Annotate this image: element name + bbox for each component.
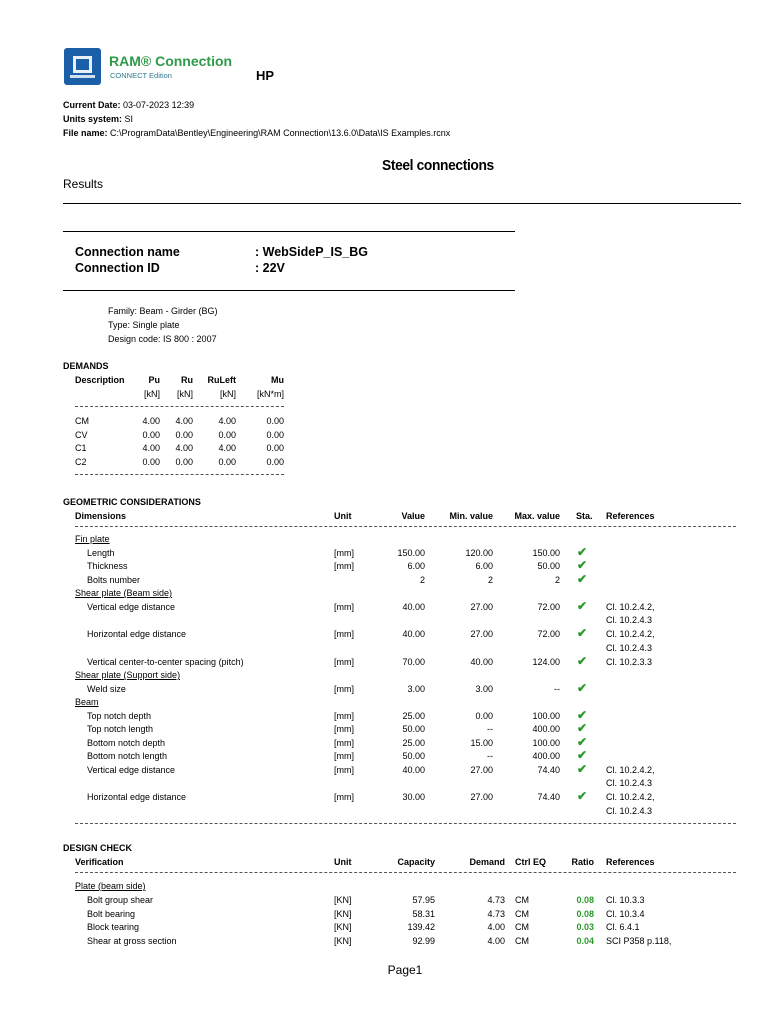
logo-subtitle: CONNECT Edition (110, 71, 172, 80)
geometric-row-label: Weld size (87, 683, 126, 694)
design-code-line: Design code: IS 800 : 2007 (108, 334, 217, 344)
design-cell: [KN] (334, 922, 352, 933)
design-cell: 57.95 (412, 895, 435, 905)
ram-connection-logo-icon (64, 48, 101, 85)
geometric-row-label: Vertical edge distance (87, 601, 176, 612)
geometric-row-label: Length (87, 547, 115, 558)
check-icon: ✔ (577, 626, 588, 640)
geometric-min: 40.00 (470, 656, 493, 667)
demands-cell: 0.00 (266, 443, 284, 453)
demands-header-mu: Mu (271, 375, 284, 385)
demands-header-description: Description (75, 375, 125, 385)
geometric-row-label: Vertical edge distance (87, 764, 176, 775)
geometric-value: 2 (419, 574, 425, 585)
divider (63, 203, 741, 204)
geometric-header: Sta. (576, 511, 593, 521)
geometric-value: 3.00 (407, 683, 425, 694)
geometric-unit: [mm] (334, 792, 354, 802)
geometric-unit: [mm] (334, 601, 354, 612)
geometric-row-label: Horizontal edge distance (87, 792, 187, 802)
demands-cell: C2 (75, 456, 87, 467)
design-header: Ratio (571, 857, 594, 867)
geometric-header: Min. value (449, 511, 493, 521)
check-icon: ✔ (577, 653, 588, 668)
geometric-group-label: Beam (75, 697, 99, 707)
geometric-min: 27.00 (470, 792, 493, 802)
geometric-row-label: Horizontal edge distance (87, 629, 187, 639)
geometric-reference: Cl. 10.2.4.2, (606, 601, 655, 612)
geometric-reference: Cl. 10.2.4.2, (606, 629, 655, 639)
demands-cell: 0.00 (266, 456, 284, 467)
design-cell: 58.31 (412, 908, 435, 919)
geometric-max: 124.00 (532, 656, 560, 667)
demands-unit: [kN] (219, 389, 236, 399)
design-cell: CM (515, 922, 529, 933)
design-cell: 92.99 (412, 936, 435, 947)
geometric-min: 27.00 (470, 601, 493, 612)
geometric-min: 120.00 (465, 547, 493, 558)
divider (63, 231, 515, 232)
design-cell: Cl. 10.3.4 (606, 908, 645, 919)
design-cell: Cl. 6.4.1 (606, 922, 640, 933)
page-title: Steel connections (382, 157, 494, 174)
geometric-unit: [mm] (334, 724, 354, 734)
geometric-value: 40.00 (402, 601, 425, 612)
check-icon: ✔ (577, 789, 588, 803)
geometric-max: 72.00 (537, 629, 560, 639)
geometric-value: 25.00 (402, 737, 425, 748)
check-icon: ✔ (577, 734, 588, 749)
connection-name-value: : WebSideP_IS_BG (255, 245, 368, 259)
design-header: Unit (334, 857, 352, 867)
check-icon: ✔ (577, 558, 588, 572)
geometric-value: 6.00 (407, 561, 425, 571)
design-header: Capacity (397, 857, 435, 867)
demands-header-ru: Ru (181, 375, 193, 385)
geometric-min: 6.00 (475, 561, 493, 571)
geometric-header: Max. value (514, 511, 560, 521)
geometric-reference: Cl. 10.2.4.3 (606, 615, 653, 625)
demands-cell: CM (75, 416, 89, 426)
design-header: Ctrl EQ (515, 857, 547, 867)
design-cell: Cl. 10.3.3 (606, 895, 645, 905)
geometric-max: 74.40 (537, 792, 560, 802)
geometric-max: 2 (554, 574, 560, 585)
geometric-max: 74.40 (537, 764, 560, 775)
divider (75, 406, 284, 407)
demands-header-pu: Pu (148, 375, 160, 385)
design-ratio: 0.08 (576, 908, 594, 919)
connection-id-label: Connection ID (75, 261, 160, 275)
design-cell: [KN] (334, 908, 352, 919)
geometric-min: -- (487, 724, 493, 734)
check-icon: ✔ (577, 598, 588, 613)
demands-cell: 0.00 (175, 429, 193, 440)
geometric-reference: Cl. 10.2.4.3 (606, 778, 653, 788)
geometric-value: 25.00 (402, 710, 425, 721)
design-ratio: 0.04 (576, 936, 594, 947)
geometric-unit: [mm] (334, 710, 354, 721)
design-ratio: 0.08 (576, 895, 594, 905)
geometric-min: 27.00 (470, 629, 493, 639)
demands-header-ruleft: RuLeft (207, 375, 236, 385)
geometric-row-label: Top notch length (87, 724, 154, 734)
geometric-reference: Cl. 10.2.4.3 (606, 805, 653, 816)
geometric-value: 40.00 (402, 629, 425, 639)
check-icon: ✔ (577, 721, 588, 735)
design-cell: 4.00 (487, 922, 505, 933)
geometric-reference: Cl. 10.2.4.2, (606, 792, 655, 802)
geometric-min: 15.00 (470, 737, 493, 748)
design-cell: Shear at gross section (87, 936, 177, 947)
geometric-max: 400.00 (532, 724, 560, 734)
geometric-value: 150.00 (397, 547, 425, 558)
demands-unit: [kN*m] (257, 389, 284, 399)
check-icon: ✔ (577, 680, 588, 695)
check-icon: ✔ (577, 544, 588, 559)
demands-cell: C1 (75, 443, 87, 453)
geometric-unit: [mm] (334, 561, 354, 571)
geometric-min: 27.00 (470, 764, 493, 775)
demands-cell: 0.00 (142, 429, 160, 440)
geometric-max: 150.00 (532, 547, 560, 558)
geometric-min: 2 (487, 574, 493, 585)
geometric-min: 0.00 (475, 710, 493, 721)
check-icon: ✔ (577, 707, 588, 722)
geometric-header: Dimensions (75, 511, 127, 521)
geometric-group-label: Shear plate (Beam side) (75, 588, 173, 598)
geometric-reference: Cl. 10.2.4.3 (606, 642, 653, 653)
geometric-min: 3.00 (475, 683, 493, 694)
design-check-title: DESIGN CHECK (63, 843, 133, 853)
demands-cell: CV (75, 429, 88, 440)
check-icon: ✔ (577, 571, 588, 586)
design-cell: 139.42 (407, 922, 435, 933)
demands-cell: 4.00 (218, 443, 236, 453)
geometric-row-label: Top notch depth (87, 710, 152, 721)
geometric-header: References (606, 511, 655, 521)
demands-cell: 0.00 (142, 456, 160, 467)
demands-cell: 4.00 (175, 443, 193, 453)
hp-label: HP (256, 68, 275, 83)
geometric-unit: [mm] (334, 751, 354, 761)
demands-cell: 4.00 (142, 443, 160, 453)
meta-file-name: File name: C:\ProgramData\Bentley\Engineering\RAM Connection\13.6.0\Data\IS Examples.rcnx (63, 128, 451, 138)
demands-cell: 0.00 (175, 456, 193, 467)
design-cell: CM (515, 936, 529, 947)
geometric-unit: [mm] (334, 547, 354, 558)
geometric-value: 70.00 (402, 656, 425, 667)
connection-name-label: Connection name (75, 245, 180, 259)
geometric-header: Unit (334, 511, 352, 521)
geometric-max: 72.00 (537, 601, 560, 612)
geometric-unit: [mm] (334, 629, 354, 639)
geometric-row-label: Vertical center-to-center spacing (pitch) (87, 656, 244, 667)
demands-unit: [kN] (143, 389, 160, 399)
results-heading: Results (63, 177, 104, 191)
design-header: Demand (469, 857, 505, 867)
geometric-row-label: Bolts number (87, 574, 141, 585)
design-cell: 4.73 (487, 895, 505, 905)
design-cell: [KN] (334, 895, 352, 905)
divider (63, 290, 515, 291)
geometric-value: 30.00 (402, 792, 425, 802)
design-cell: CM (515, 895, 529, 905)
demands-title: DEMANDS (63, 361, 109, 371)
divider (75, 474, 284, 475)
geometric-unit: [mm] (334, 764, 354, 775)
design-cell: CM (515, 908, 529, 919)
geometric-row-label: Bottom notch depth (87, 737, 166, 748)
geometric-title: GEOMETRIC CONSIDERATIONS (63, 497, 201, 507)
geometric-reference: Cl. 10.2.3.3 (606, 656, 653, 667)
geometric-row-label: Bottom notch length (87, 751, 168, 761)
geometric-min: -- (487, 751, 493, 761)
demands-cell: 4.00 (142, 416, 160, 426)
geometric-max: -- (554, 683, 560, 694)
divider (75, 872, 736, 873)
geometric-value: 40.00 (402, 764, 425, 775)
geometric-max: 400.00 (532, 751, 560, 761)
demands-unit: [kN] (176, 389, 193, 399)
design-cell: Bolt group shear (87, 895, 154, 905)
design-ratio: 0.03 (576, 922, 594, 933)
geometric-max: 50.00 (537, 561, 560, 571)
divider (75, 823, 736, 824)
geometric-group-label: Shear plate (Support side) (75, 670, 181, 680)
demands-cell: 4.00 (218, 416, 236, 426)
geometric-unit: [mm] (334, 683, 354, 694)
design-group-label: Plate (beam side) (75, 881, 146, 891)
divider (75, 526, 736, 527)
design-cell: 4.00 (487, 936, 505, 947)
demands-cell: 0.00 (266, 416, 284, 426)
check-icon: ✔ (577, 761, 588, 776)
geometric-reference: Cl. 10.2.4.2, (606, 764, 655, 775)
demands-cell: 0.00 (218, 456, 236, 467)
design-cell: Bolt bearing (87, 908, 136, 919)
design-header: References (606, 857, 655, 867)
demands-cell: 0.00 (218, 429, 236, 440)
demands-cell: 4.00 (175, 416, 193, 426)
page-number: Page1 (387, 963, 423, 977)
type-line: Type: Single plate (108, 320, 180, 330)
family-line: Family: Beam - Girder (BG) (108, 306, 218, 316)
geometric-group-label: Fin plate (75, 534, 110, 544)
demands-cell: 0.00 (266, 429, 284, 440)
design-header: Verification (75, 857, 124, 867)
connection-id-value: : 22V (255, 261, 285, 275)
geometric-unit: [mm] (334, 656, 354, 667)
logo-title: RAM® Connection (109, 53, 233, 69)
design-cell: Block tearing (87, 922, 140, 933)
design-cell: [KN] (334, 936, 352, 947)
geometric-value: 50.00 (402, 751, 425, 761)
design-cell: 4.73 (487, 908, 505, 919)
geometric-value: 50.00 (402, 724, 425, 734)
meta-current-date: Current Date: 03-07-2023 12:39 (63, 100, 195, 110)
design-cell: SCI P358 p.118, (606, 936, 672, 947)
geometric-unit: [mm] (334, 737, 354, 748)
meta-units-system: Units system: SI (63, 114, 134, 124)
geometric-max: 100.00 (532, 710, 560, 721)
geometric-max: 100.00 (532, 737, 560, 748)
check-icon: ✔ (577, 748, 588, 762)
geometric-header: Value (401, 511, 425, 521)
geometric-row-label: Thickness (87, 561, 128, 571)
